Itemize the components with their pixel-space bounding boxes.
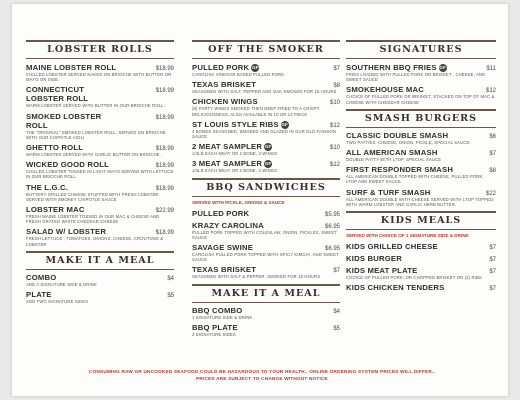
item-desc: WARM LOBSTER SERVED WITH GARLIC BUTTER ON BRIOCHE. xyxy=(26,152,161,158)
divider xyxy=(346,109,496,111)
divider xyxy=(26,269,174,270)
menu-item xyxy=(192,221,340,240)
gluten-free-icon: GF xyxy=(264,144,272,150)
item-name: THE L.G.C. xyxy=(26,182,69,192)
item-desc: ALL AMERICAN DOUBLE WITH CHEESE SERVED WITH LTOP TOPPED WITH WARM LOBSTER AND GARLIC HERB BUTTER. xyxy=(346,196,494,207)
item-desc: TWO PATTIES, CHEESE, ONION, PICKLE, SPECIAL SAUCE. xyxy=(346,139,471,145)
divider xyxy=(192,178,340,180)
item-name: ST LOUIS STYLE RIBS xyxy=(192,119,279,129)
section-title: LOBSTER ROLLS xyxy=(47,44,153,55)
item-price: $11 xyxy=(486,66,496,72)
divider xyxy=(192,302,340,303)
menu-item xyxy=(192,63,340,77)
column-lobster xyxy=(26,34,174,304)
item-name: ALL AMERICAN SMASH xyxy=(346,148,438,158)
item-desc: ALL AMERICAN DOUBLE TOPPED WITH CHEESE, PULLED PORK, LTOP AND SWEET SAUCE. xyxy=(346,174,484,185)
item-name: 2 MEAT SAMPLER xyxy=(192,142,263,152)
divider xyxy=(192,58,340,59)
item-name: SURF & TURF SMASH xyxy=(346,187,431,197)
item-price: $7 xyxy=(489,245,496,252)
menu-page xyxy=(12,4,508,396)
gluten-free-icon: GF xyxy=(251,64,259,70)
item-price: $5 xyxy=(333,325,340,332)
item-name: KIDS CHICKEN TENDERS xyxy=(346,283,445,293)
gluten-free-icon: GF xyxy=(281,121,288,127)
item-price: $22.99 xyxy=(155,208,174,215)
item-desc: SEASONED WITH SALT, PEPPER AND OAK SMOKED FOR 16 HOURS xyxy=(192,89,337,95)
section-title: KIDS MEALS xyxy=(380,215,462,227)
item-name: 3 MEAT SAMPLER xyxy=(192,159,263,169)
item-desc: CAROLINA VINEGAR BASED PULLED PORK. xyxy=(192,72,286,77)
item-price: $18.99 xyxy=(155,114,174,121)
menu-item xyxy=(26,112,174,140)
item-desc: 1/4LB EACH MEAT OR 2 BONE, 3 WINGS xyxy=(192,168,278,174)
section-title: SMASH BURGERS xyxy=(364,112,478,124)
item-price: $18.99 xyxy=(155,163,174,170)
item-price: $5.95 xyxy=(324,211,340,218)
item-desc: FRESH MAINE LOBSTER TOSSED IN OUR MAC & CHEESE AND FRESH GRATED WHITE CHEDDAR CHEESE xyxy=(26,214,160,225)
gluten-free-icon: GF xyxy=(264,161,272,167)
menu-item xyxy=(346,131,496,145)
menu-item xyxy=(26,160,174,179)
menu-item xyxy=(192,243,340,262)
section-note: SERVED WITH PICKLE, ONIONS & SAUCE xyxy=(192,199,285,205)
item-price: $8 xyxy=(333,83,340,90)
item-desc: (8) PARTY WINGS SMOKED THEN DEEP FRIED TO A CRISPY DELICIOUSNESS. ALSO AVAILABLE IN 10 OR 12 PIECE xyxy=(192,106,320,117)
item-price: $6 xyxy=(489,133,496,140)
item-price: $5 xyxy=(167,293,174,300)
item-desc: 1 SIGNATURE SIDE & DRINK xyxy=(192,314,253,320)
item-name: TEXAS BRISKET xyxy=(192,80,257,90)
item-price: $4 xyxy=(167,275,174,282)
item-name: PULLED PORK xyxy=(192,208,250,218)
item-desc: 4 BONES SEASONED, SMOKED AND GLAZED IN OUR OLD FASHION SAUCE xyxy=(192,128,336,140)
item-price: $18.99 xyxy=(155,88,174,95)
menu-item xyxy=(192,209,340,218)
item-price: $4 xyxy=(333,308,340,315)
footer-disclaimer xyxy=(82,368,442,382)
item-desc: 2 SIGNATURE SIDES xyxy=(192,331,236,337)
section-header xyxy=(346,211,496,230)
menu-item xyxy=(26,273,174,287)
menu-item xyxy=(26,227,174,246)
item-name: BBQ COMBO xyxy=(192,305,243,315)
section-title: BBQ SANDWICHES xyxy=(206,181,326,193)
item-desc: 1/4LB EACH MEAT OR 2 BONE, 3 WINGS xyxy=(192,151,278,157)
section-header xyxy=(192,40,340,59)
item-price: $18.99 xyxy=(155,185,174,192)
item-name: GHETTO ROLL xyxy=(26,143,84,153)
item-name: MAINE LOBSTER ROLL xyxy=(26,63,117,72)
item-price: $18.99 xyxy=(155,230,174,237)
item-price: $7 xyxy=(489,151,496,158)
divider xyxy=(192,40,340,42)
menu-item xyxy=(26,205,174,224)
item-price: $18.99 xyxy=(155,146,174,153)
menu-item xyxy=(192,80,340,94)
menu-item xyxy=(26,85,174,108)
menu-item xyxy=(346,254,496,263)
item-name: KIDS GRILLED CHEESE xyxy=(346,242,438,252)
item-name: SALAD W/ LOBSTER xyxy=(26,227,107,237)
item-name: KIDS MEAT PLATE xyxy=(346,266,418,276)
item-desc: PULLED PORK TOPPED WITH COLESLAW, ONION, PICKLES, SWEET SAUCE xyxy=(192,229,337,240)
section-header xyxy=(192,284,340,303)
divider xyxy=(26,251,174,253)
item-desc: WARM LOBSTER SERVED WITH BUTTER IN OUR BRIOCHE ROLL. xyxy=(26,103,166,109)
item-price: $7 xyxy=(489,286,496,293)
item-name: WICKED GOOD ROLL xyxy=(26,160,110,170)
menu-item xyxy=(346,283,496,292)
divider xyxy=(26,40,174,42)
menu-item xyxy=(26,63,174,82)
item-desc: CHILLED LOBSTER SERVED NAKED ON BRIOCHE WITH BUTTER OR MAYO ON SIDE. xyxy=(26,72,172,83)
item-name: LOBSTER MAC xyxy=(26,205,85,215)
item-price: $7 xyxy=(333,66,340,72)
column-signatures xyxy=(346,34,496,292)
item-name: CLASSIC DOUBLE SMASH xyxy=(346,130,449,140)
menu-item xyxy=(346,188,496,207)
menu-item xyxy=(346,242,496,251)
section-title: OFF THE SMOKER xyxy=(208,44,324,55)
item-name: SAVAGE SWINE xyxy=(192,243,254,253)
section-header xyxy=(192,178,340,197)
menu-item xyxy=(192,265,340,279)
disclaimer-line: CONSUMING RAW OR UNCOOKED SEAFOOD COULD BE HAZARDOUS TO YOUR HEALTH.. ONLINE ORDERING SYSTEM PRICES WILL DIFFER.. xyxy=(89,369,435,374)
item-desc: CHOICE OF PULLED PORK OR BRISKET, STACKED ON TOP OF MAC & CHEESE WITH CHEDDAR CHEESE xyxy=(346,94,495,105)
item-desc: CHOICE OF PULLED PORK, OR CHOPPED BRISKET OR (2) RIBS xyxy=(346,275,482,281)
item-name: KRAZY CAROLINA xyxy=(192,220,264,230)
menu-item xyxy=(192,306,340,320)
section-header xyxy=(346,40,496,59)
item-price: $7 xyxy=(333,268,340,275)
menu-item xyxy=(346,165,496,184)
menu-item xyxy=(346,63,496,82)
item-name: TEXAS BRISKET xyxy=(192,265,257,275)
item-price: $6.95 xyxy=(324,223,340,230)
item-price: $12 xyxy=(329,162,340,169)
divider xyxy=(346,127,496,128)
menu-item xyxy=(346,148,496,162)
item-price: $8 xyxy=(489,168,496,175)
item-desc: ADD A SIGNATURE SIDE & DRINK xyxy=(26,281,97,287)
disclaimer-line: PRICES ARE SUBJECT TO CHANGE WITHOUT NOTICE xyxy=(196,376,328,381)
item-name: FIRST RESPONDER SMASH xyxy=(346,165,454,175)
divider xyxy=(192,284,340,286)
item-name: SOUTHERN BBQ FRIES xyxy=(346,63,437,72)
menu-item xyxy=(346,266,496,280)
item-name: PLATE xyxy=(26,290,52,300)
divider xyxy=(26,58,174,59)
item-name: PULLED PORK xyxy=(192,63,250,72)
divider xyxy=(346,40,496,42)
item-desc: DOUBLE PATTY WITH LTOP, SPECIAL SAUCE xyxy=(346,157,442,163)
divider xyxy=(346,58,496,59)
item-price: $12 xyxy=(329,122,340,129)
item-name: SMOKEHOUSE MAC xyxy=(346,85,424,95)
item-price: $10 xyxy=(329,100,340,107)
menu-item xyxy=(346,85,496,104)
item-price: $10 xyxy=(329,145,340,152)
item-desc: SEASONED WITH SALT & PEPPER, SMOKED FOR 16 HOURS xyxy=(192,274,321,280)
item-desc: CHILLED LOBSTER TOSSED IN LIGHT MAYO SERVED WITH LETTUCE IN OUR BRIOCHE ROLL. xyxy=(26,169,174,180)
item-price: $6.95 xyxy=(324,246,340,253)
menu-item xyxy=(26,290,174,304)
gluten-free-icon: GF xyxy=(439,64,447,70)
item-price: $18.99 xyxy=(155,66,174,72)
section-note: SERVED WITH CHOICE OF 1 SIGNATURE SIDE & DRINK xyxy=(346,233,469,239)
section-header xyxy=(26,251,174,270)
item-desc: ADD TWO SIGNATURE SIDES xyxy=(26,299,89,305)
menu-item xyxy=(192,142,340,156)
item-name: BBQ PLATE xyxy=(192,322,238,332)
item-name: CHICKEN WINGS xyxy=(192,97,258,107)
item-price: $7 xyxy=(489,257,496,264)
item-desc: CAROLINA PULLED PORK TOPPED WITH SPICY KIMCHI ,AND SWEET SAUCE xyxy=(192,252,339,263)
section-title: SIGNATURES xyxy=(379,44,463,55)
divider xyxy=(192,196,340,197)
menu-item xyxy=(26,143,174,157)
menu-item xyxy=(192,159,340,173)
menu-item xyxy=(192,120,340,139)
column-smoker xyxy=(192,34,340,337)
item-name: CONNECTICUT LOBSTER ROLL xyxy=(26,85,89,104)
item-price: $22 xyxy=(485,190,496,197)
section-title: MAKE IT A MEAL xyxy=(45,254,155,266)
section-title: MAKE IT A MEAL xyxy=(211,287,321,299)
divider xyxy=(346,211,496,213)
menu-item xyxy=(192,97,340,116)
divider xyxy=(346,229,496,230)
item-price: $12 xyxy=(485,88,496,95)
item-desc: FRESH LETTUCE , TOMATOES, ONIONS, CHEESE, CROUTONS & LOBSTER xyxy=(26,236,164,247)
item-price: $7 xyxy=(489,269,496,276)
item-name: COMBO xyxy=(26,272,57,282)
section-header xyxy=(26,40,174,59)
item-desc: FRIES LOADED WITH PULLED PORK OR BRISKET , CHEESE, AND SWEET SAUCE xyxy=(346,72,486,83)
item-name: SMOKED LOBSTER ROLL xyxy=(26,111,102,130)
menu-item xyxy=(192,323,340,337)
menu-item xyxy=(26,183,174,202)
item-desc: BUTTERY GRILLED CHEESE STUFFED WITH FRESH LOBSTER SERVED WITH SMOKEY CHIPOTLE SAUCE xyxy=(26,191,159,202)
item-name: KIDS BURGER xyxy=(346,254,403,264)
item-desc: THE "ORIGINAL" SMOKED LOBSTER ROLL, SERVED ON BRIOCHE WITH OUR CHIPOTLE AIOLI xyxy=(26,129,166,140)
section-header xyxy=(346,109,496,128)
